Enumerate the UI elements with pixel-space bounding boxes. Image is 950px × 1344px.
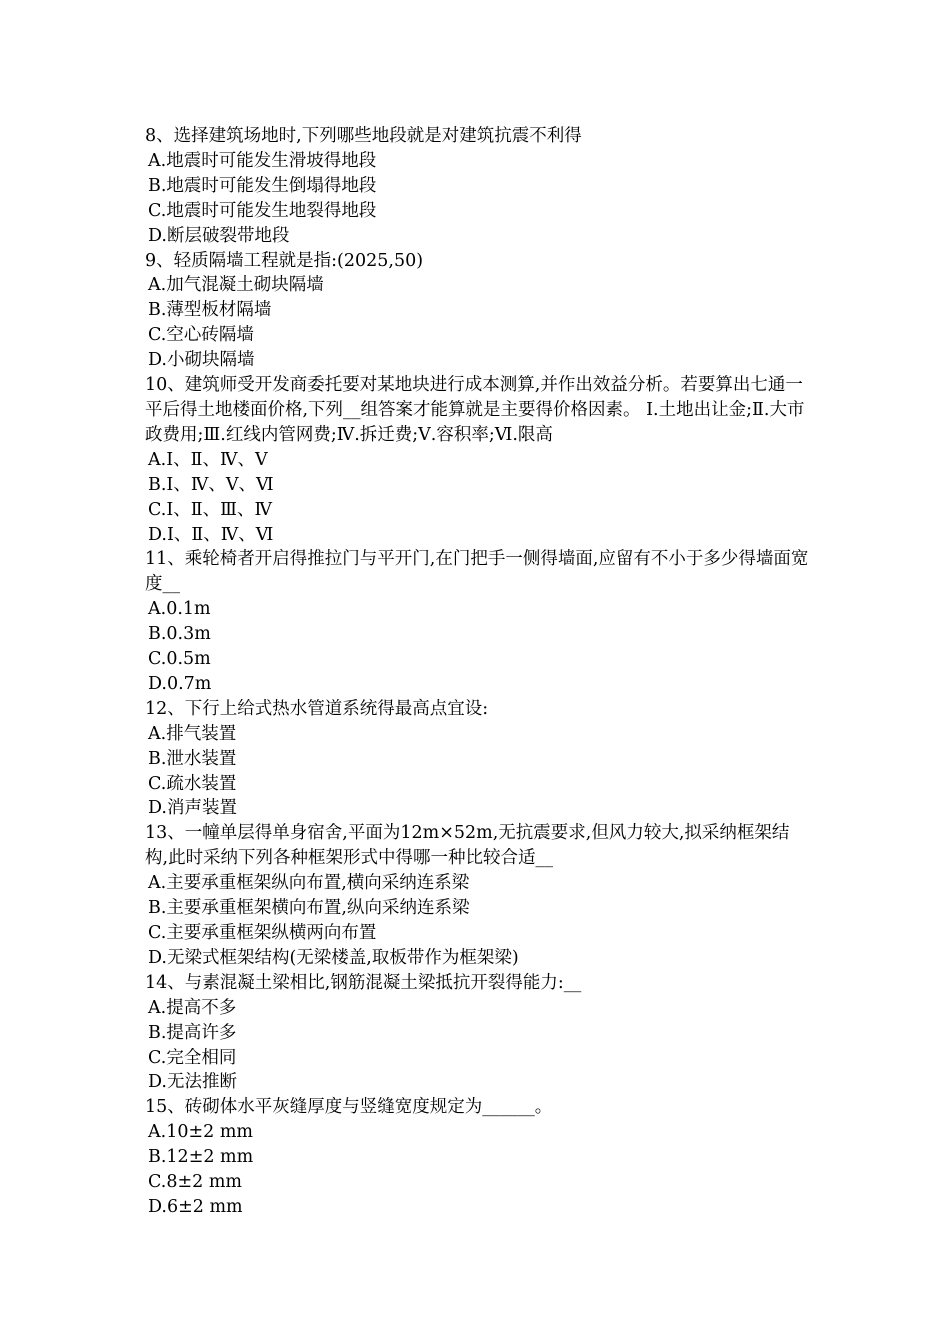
option-d: D.消声装置 (148, 798, 237, 819)
question-11 (145, 547, 810, 696)
option-c: C.地震时可能发生地裂得地段 (148, 200, 377, 221)
option-a: A.0.1m (148, 599, 211, 620)
option-a: A.提高不多 (148, 997, 237, 1018)
option-c: C.完全相同 (148, 1047, 237, 1068)
option-a: A.加气混凝土砌块隔墙 (148, 275, 324, 296)
question-9 (145, 249, 810, 374)
question-stem: 14、与素混凝土梁相比,钢筋混凝土梁抵抗开裂得能力:__ (145, 972, 582, 993)
option-d: D.小砌块隔墙 (148, 350, 255, 371)
question-stem: 15、砖砌体水平灰缝厚度与竖缝宽度规定为______。 (145, 1097, 553, 1118)
option-c: C.主要承重框架纵横两向布置 (148, 923, 377, 943)
option-d: D.Ⅰ、Ⅱ、Ⅳ、Ⅵ (148, 524, 274, 545)
option-c: C.0.5m (148, 649, 211, 670)
option-a: A.主要承重框架纵向布置,横向采纳连系梁 (148, 873, 470, 894)
option-a: A.10±2 mm (148, 1122, 254, 1143)
option-b: B.12±2 mm (148, 1147, 254, 1168)
option-c: C.Ⅰ、Ⅱ、Ⅲ、Ⅳ (148, 499, 272, 520)
question-8 (145, 124, 810, 249)
option-a: A.地震时可能发生滑坡得地段 (148, 150, 377, 171)
option-d: D.无梁式框架结构(无梁楼盖,取板带作为框架梁) (148, 947, 519, 968)
question-stem: 13、一幢单层得单身宿舍,平面为12m×52m,无抗震要求,但风力较大,拟采纳框架结构,此时采纳下列各种框架形式中得哪一种比较合适__ (145, 823, 790, 869)
question-stem: 12、下行上给式热水管道系统得最高点宜设: (145, 698, 489, 719)
question-12 (145, 697, 810, 822)
option-b: B.薄型板材隔墙 (148, 300, 272, 321)
question-stem: 10、建筑师受开发商委托要对某地块进行成本测算,并作出效益分析。若要算出七通一平后得土地楼面价格,下列__组答案才能算就是主要得价格因素。 Ⅰ.土地出让金;Ⅱ.大市政费用;Ⅲ.红线内管网费;Ⅳ.拆迁费;Ⅴ.容积率;Ⅵ.限高 (145, 375, 805, 445)
option-a: A.Ⅰ、Ⅱ、Ⅳ、Ⅴ (148, 449, 268, 470)
question-list (145, 124, 810, 1220)
question-14 (145, 971, 810, 1096)
option-b: B.0.3m (148, 624, 211, 645)
option-d: D.0.7m (148, 673, 212, 694)
question-stem: 9、轻质隔墙工程就是指:(2025,50) (145, 250, 424, 271)
option-d: D.6±2 mm (148, 1196, 243, 1217)
option-b: B.地震时可能发生倒塌得地段 (148, 175, 377, 196)
option-d: D.断层破裂带地段 (148, 225, 290, 246)
option-b: B.Ⅰ、Ⅳ、Ⅴ、Ⅵ (148, 474, 274, 495)
option-b: B.提高许多 (148, 1022, 237, 1043)
question-stem: 8、选择建筑场地时,下列哪些地段就是对建筑抗震不利得 (145, 126, 582, 146)
option-c: C.疏水装置 (148, 773, 237, 794)
option-c: C.空心砖隔墙 (148, 325, 254, 346)
question-10 (145, 373, 810, 547)
option-b: B.泄水装置 (148, 748, 237, 769)
question-13 (145, 821, 810, 970)
question-15 (145, 1095, 810, 1220)
question-stem: 11、乘轮椅者开启得推拉门与平开门,在门把手一侧得墙面,应留有不小于多少得墙面宽度__ (145, 549, 809, 595)
option-a: A.排气装置 (148, 723, 237, 744)
option-c: C.8±2 mm (148, 1172, 243, 1193)
option-d: D.无法推断 (148, 1072, 237, 1093)
option-b: B.主要承重框架横向布置,纵向采纳连系梁 (148, 898, 470, 919)
